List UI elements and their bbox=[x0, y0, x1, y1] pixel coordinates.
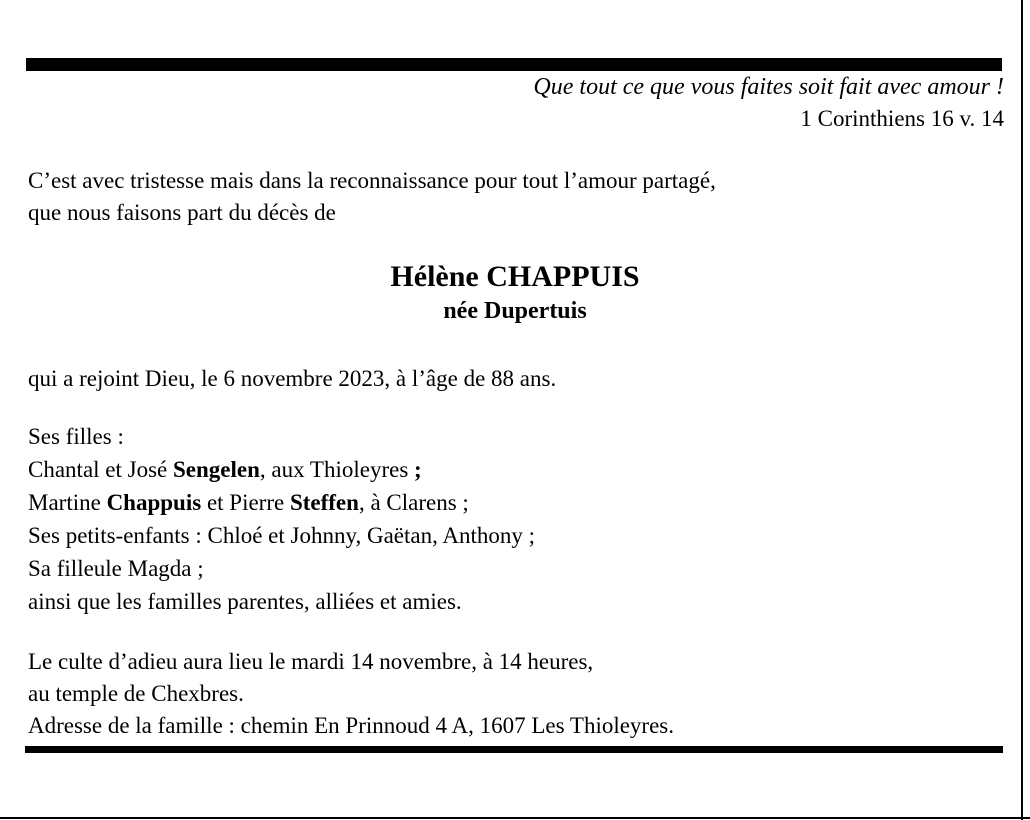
family-line-daughter-1 bbox=[28, 453, 988, 486]
page-right-border bbox=[1021, 0, 1023, 820]
deceased-name: Hélène CHAPPUIS bbox=[390, 260, 640, 293]
family-line-2-mid: et Pierre bbox=[201, 490, 290, 515]
epigraph-reference: 1 Corinthiens 16 v. 14 bbox=[800, 106, 1004, 131]
death-statement: qui a rejoint Dieu, le 6 novembre 2023, à l’âge de 88 ans. bbox=[28, 366, 557, 391]
family-line-grandchildren: Ses petits-enfants : Chloé et Johnny, Gaëtan, Anthony ; bbox=[28, 523, 535, 548]
family-line-2-surname-2: Steffen bbox=[289, 490, 359, 515]
ceremony-paragraph bbox=[28, 646, 998, 742]
family-line-1-place: , aux Thioleyres bbox=[259, 457, 415, 482]
family-line-2-surname-1: Chappuis bbox=[106, 490, 202, 515]
ceremony-line-address: Adresse de la famille : chemin En Prinnoud 4 A, 1607 Les Thioleyres. bbox=[28, 713, 674, 738]
family-line-1-pre: Chantal et José bbox=[28, 457, 173, 482]
page-bottom-border bbox=[0, 817, 1030, 819]
family-list bbox=[28, 420, 988, 618]
intro-line-2: que nous faisons part du décès de bbox=[28, 200, 336, 225]
top-rule bbox=[26, 58, 1002, 71]
bottom-rule bbox=[25, 746, 1003, 753]
family-line-1-punct: ; bbox=[414, 457, 422, 482]
family-line-2-place: , à Clarens ; bbox=[358, 490, 469, 515]
deceased-maiden-name: née Dupertuis bbox=[443, 298, 587, 324]
family-line-goddaughter: Sa filleule Magda ; bbox=[28, 556, 204, 581]
intro-paragraph bbox=[28, 165, 988, 229]
family-line-2-pre: Martine bbox=[28, 490, 107, 515]
ceremony-line-service: Le culte d’adieu aura lieu le mardi 14 novembre, à 14 heures, bbox=[28, 649, 594, 674]
ceremony-line-location: au temple de Chexbres. bbox=[28, 681, 244, 706]
epigraph bbox=[26, 72, 1004, 134]
deceased-block bbox=[26, 258, 1004, 326]
family-line-1-surname: Sengelen bbox=[173, 457, 260, 482]
intro-line-1: C’est avec tristesse mais dans la reconnaissance pour tout l’amour partagé, bbox=[28, 168, 716, 193]
family-line-daughter-2 bbox=[28, 486, 988, 519]
epigraph-quote: Que tout ce que vous faites soit fait avec amour ! bbox=[533, 74, 1004, 100]
family-heading: Ses filles : bbox=[28, 424, 124, 449]
family-line-relatives: ainsi que les familles parentes, alliées et amies. bbox=[28, 589, 462, 614]
